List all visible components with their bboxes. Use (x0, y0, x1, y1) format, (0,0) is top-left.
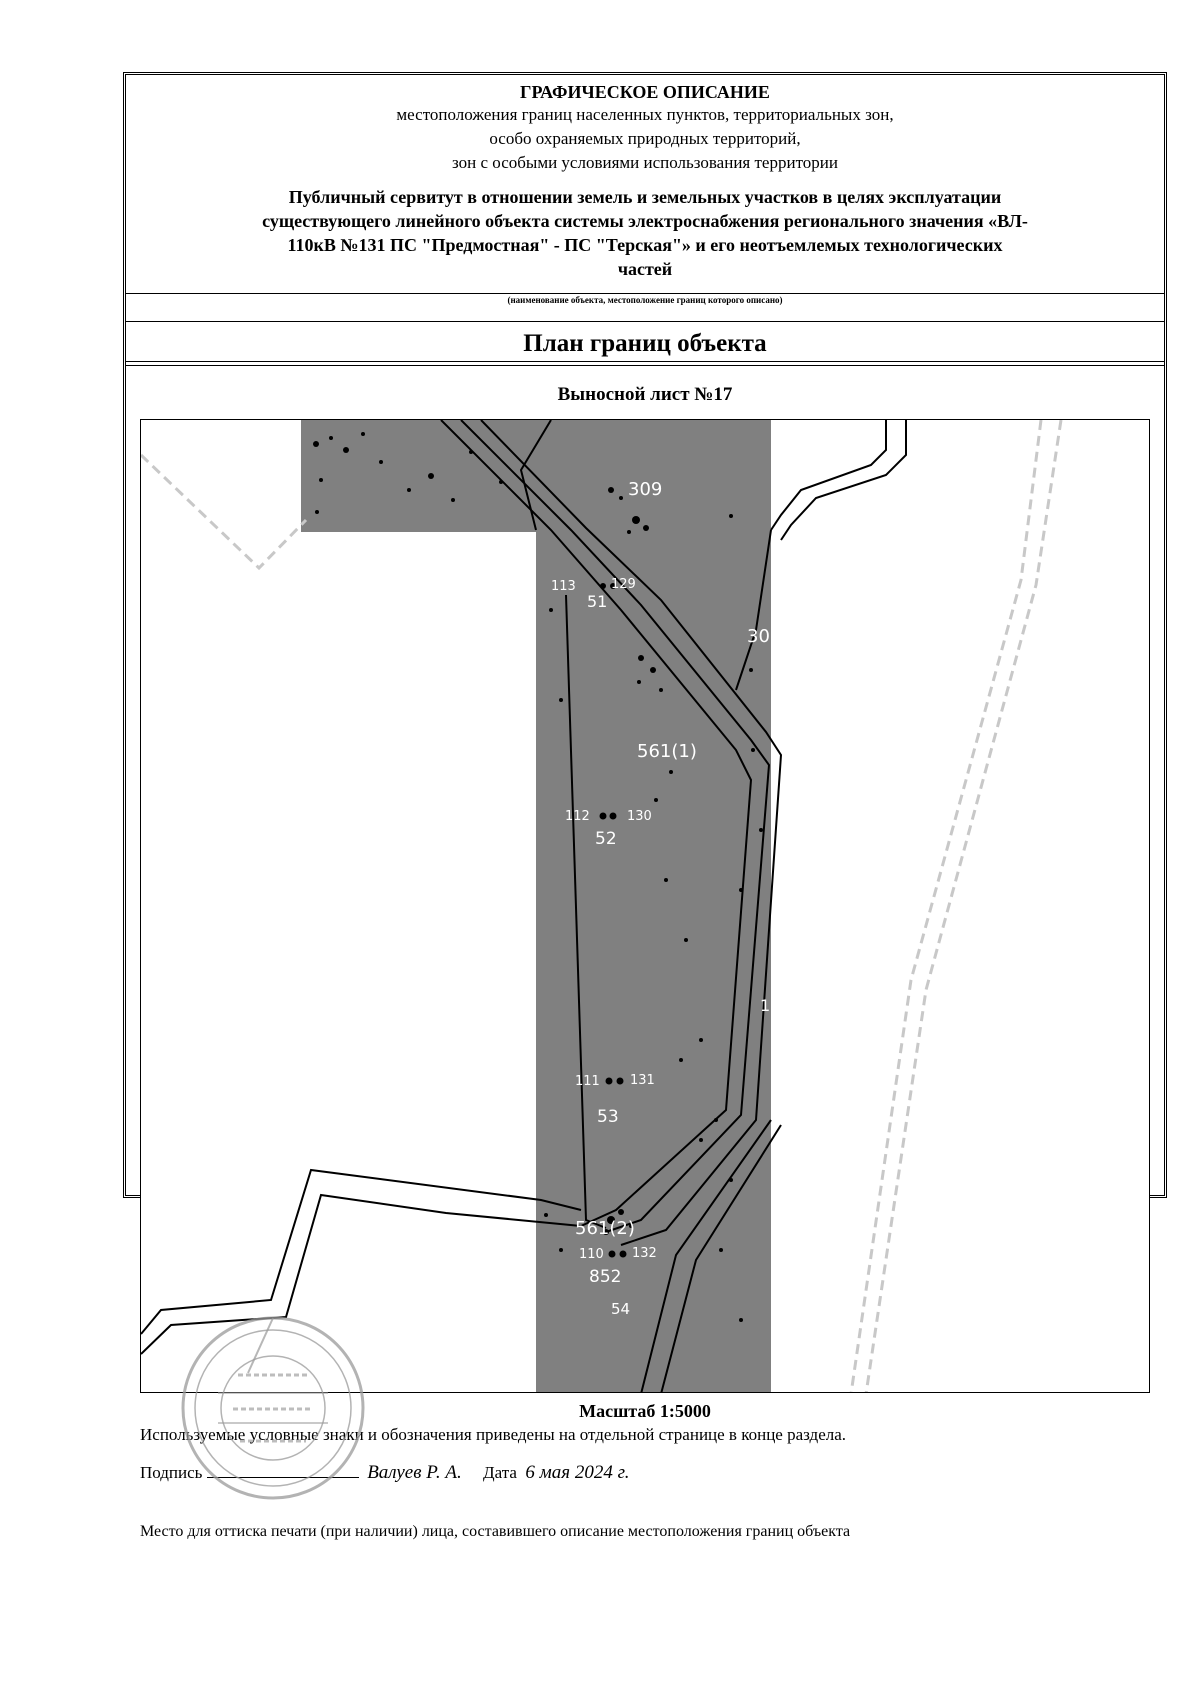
map-label: 52 (595, 829, 617, 849)
point-marker (609, 1251, 616, 1258)
servitude-zone (301, 420, 771, 1393)
document-frame (123, 72, 1167, 1540)
divider (126, 361, 1164, 362)
map-area (140, 419, 1150, 1393)
object-name (150, 185, 1140, 281)
dashed-boundary-right-a (851, 420, 1041, 1393)
scale-label: Масштаб 1:5000 (579, 1401, 711, 1421)
date-label: Дата (483, 1463, 517, 1482)
signature-date: 6 мая 2024 г. (525, 1462, 630, 1483)
map-label: 132 (632, 1246, 657, 1261)
map-label: 305 (747, 626, 782, 647)
point-marker (617, 1078, 624, 1085)
object-caption: (наименование объекта, местоположение границ которого описано) (507, 295, 783, 305)
map-label: 309 (628, 479, 663, 500)
point-marker (600, 813, 607, 820)
map-label: 112 (565, 809, 590, 824)
document-subtitle-line: местоположения границ населенных пунктов, территориальных зон, (396, 105, 894, 124)
divider (126, 293, 1164, 294)
map-label: 1 (760, 996, 771, 1015)
dashed-boundary-left (141, 455, 306, 568)
sheet-title: Выносной лист №17 (557, 384, 733, 405)
map-label: 561(2) (575, 1218, 635, 1239)
point-marker (610, 813, 617, 820)
object-name-line: 110кВ №131 ПС "Предмостная" - ПС "Терская"» и его неотъемлемых технологических (287, 235, 1003, 255)
map-label: 129 (611, 577, 636, 592)
signature-label: Подпись (140, 1463, 203, 1482)
legend-note: Используемые условные знаки и обозначения приведены на отдельной странице в конце раздела. (140, 1425, 847, 1444)
object-name-line: существующего линейного объекта системы электроснабжения регионального значения «ВЛ- (262, 211, 1028, 231)
map-canvas (141, 420, 1150, 1393)
signer-name: Валуев Р. А. (367, 1462, 462, 1483)
object-name-line: частей (617, 259, 673, 279)
map-label: 852 (589, 1267, 622, 1287)
map-label: 51 (587, 592, 608, 611)
document-subtitle-line: зон с особыми условиями использования территории (452, 153, 838, 172)
map-label: 110 (579, 1247, 604, 1262)
map-label: 131 (630, 1073, 655, 1088)
map-label: 111 (575, 1074, 600, 1089)
map-label: 53 (597, 1107, 619, 1127)
document-title: ГРАФИЧЕСКОЕ ОПИСАНИЕ (520, 82, 770, 102)
boundary-line (141, 1170, 581, 1334)
dashed-boundary-right-b (866, 420, 1061, 1393)
stamp-note: Место для оттиска печати (при наличии) лица, составившего описание местоположения границ объекта (140, 1523, 851, 1540)
point-marker (606, 1078, 613, 1085)
map-label: 130 (627, 809, 652, 824)
object-name-line: Публичный сервитут в отношении земель и земельных участков в целях эксплуатации (288, 187, 1002, 207)
divider (126, 321, 1164, 322)
map-label: 113 (551, 579, 576, 594)
boundary-line (771, 420, 886, 530)
divider (126, 365, 1164, 366)
point-marker (600, 583, 606, 589)
parcel-lines (141, 420, 906, 1354)
header-block (126, 75, 1164, 295)
boundary-line (781, 420, 906, 540)
document-subtitle-line: особо охраняемых природных территорий, (489, 129, 801, 148)
map-label: 561(1) (637, 741, 697, 762)
plan-title: План границ объекта (523, 330, 767, 357)
seal-stamp-icon (178, 1313, 368, 1503)
map-label: 54 (611, 1300, 631, 1318)
point-marker (620, 1251, 627, 1258)
